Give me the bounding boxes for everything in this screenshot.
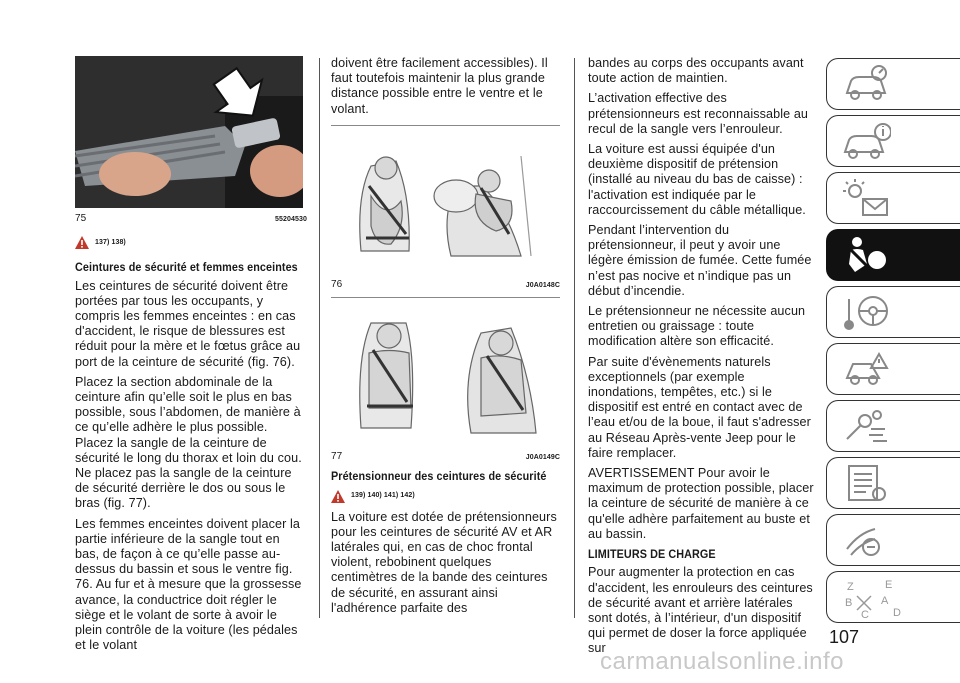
warning-refs-text: 139) 140) 141) 142) — [351, 492, 415, 500]
steering-wheel-icon — [841, 291, 891, 333]
column-divider — [319, 58, 320, 618]
tab-servicing[interactable] — [826, 400, 960, 452]
tab-lights-messages[interactable] — [826, 172, 960, 224]
watermark-text: carmanualsonline.info — [600, 648, 844, 675]
tab-dashboard[interactable] — [826, 58, 960, 110]
tab-technical-data[interactable] — [826, 457, 960, 509]
column-2 — [331, 56, 560, 621]
paragraph: Le prétensionneur ne nécessite aucun entretien ou graissage : toute modification altère son efficacité. — [588, 304, 806, 349]
warning-paragraph: AVERTISSEMENT Pour avoir le maximum de protection possible, placer la ceinture de sécurité de manière à ce qu'elle adhère parfaitement au buste et au bassin. — [588, 466, 814, 541]
car-info-icon — [841, 120, 891, 162]
section-heading-pregnant: Ceintures de sécurité et femmes enceintes — [75, 260, 298, 275]
section-heading-load-limiters: LIMITEURS DE CHARGE — [588, 547, 716, 562]
paragraph: Par suite d'évènements naturels exceptionnels (par exemple inondations, tempêtes, etc.) si le dispositif est entré en contact avec de l’eau et/ou de la boue, il faut s'adresser au Réseau Après-vente Jeep pour le faire remplacer. — [588, 354, 811, 460]
warning-triangle-icon — [75, 236, 89, 249]
tab-safety[interactable] — [826, 229, 960, 281]
index-letter: C — [861, 609, 869, 621]
seatbelt-airbag-icon — [841, 234, 891, 276]
index-letter: A — [881, 595, 889, 607]
multimedia-icon — [841, 519, 891, 561]
figure-number: 76 — [331, 278, 343, 290]
warning-references — [75, 235, 307, 250]
tab-emergency[interactable] — [826, 343, 960, 395]
figure-code: 55204530 — [275, 216, 307, 223]
figure-number: 77 — [331, 451, 343, 463]
warning-refs-text: 137) 138) — [95, 239, 126, 247]
index-letter: B — [845, 597, 853, 609]
paragraph: doivent être facilement accessibles). Il faut toutefois maintenir la plus grande distance possible entre le ventre et le volant. — [331, 56, 548, 116]
figure-code: J0A0149C — [525, 454, 560, 462]
figure-76-caption — [331, 277, 560, 293]
page-number: 107 — [829, 627, 860, 647]
column-divider — [574, 58, 575, 618]
paragraph: La voiture est aussi équipée d'un deuxième dispositif de prétension (installé au niveau du bas de caisse) : l'activation est indiquée par le raccourcissement du câble métallique. — [588, 142, 806, 217]
paragraph: Les ceintures de sécurité doivent être portées par tous les occupants, y compris les femmes enceintes : en cas d'accident, le risque de blessures est réduit pour la mère et le fœtus grâce au port de la ceinture de sécurité (fig. 76). — [75, 278, 301, 369]
tab-multimedia[interactable] — [826, 514, 960, 566]
paragraph: bandes au corps des occupants avant toute action de maintien. — [588, 56, 804, 86]
paragraph: Les femmes enceintes doivent placer la partie inférieure de la sangle tout en bas, de façon à ce qu’elle passe au-dessus du bassin et sous le ventre fig. 76. Au fur et à mesure que la grossesse avance, la conductrice doit régler le siège et le volant de sorte à avoir le plein contrôle de la voiture (les pédales et le volant — [75, 516, 302, 653]
section-heading-pretensioner: Prétensionneur des ceintures de sécurité — [331, 469, 547, 484]
seated-occupants-illustration — [331, 298, 560, 446]
paragraph: Pendant l’intervention du prétensionneur, il peut y avoir une légère émission de fumée. Cette fumée n’est pas nocive et n’indique pas un début d’incendie. — [588, 223, 812, 298]
warning-references — [331, 488, 560, 503]
paragraph: Placez la section abdominale de la ceinture afin qu’elle soit le plus en bas possible, sous l’abdomen, de manière à ce qu’elle adhère le plus possible. Placez la sangle de la ceinture de sécurité le long du thorax et loin du cou. Ne placez pas la sangle de la ceinture de sécurité derrière le dos ou sous le bras (fig. 77). — [75, 374, 302, 511]
tab-index[interactable] — [826, 571, 960, 623]
figure-75-caption — [75, 211, 307, 227]
index-letter: Z — [847, 581, 854, 593]
column-1 — [75, 56, 307, 658]
paragraph: Pour augmenter la protection en cas d'accident, les enrouleurs des ceintures de sécurité avant et arrière latérales sont dotés, à l’intérieur, d'un dispositif qui permet de doser la force appliquée sur — [588, 565, 813, 656]
car-road-icon — [841, 348, 891, 390]
warning-triangle-icon — [331, 490, 345, 503]
index-letter: E — [885, 579, 893, 591]
pregnant-woman-illustration — [331, 126, 560, 274]
figure-code: J0A0148C — [525, 281, 560, 289]
figure-77-caption — [331, 449, 560, 465]
car-dashboard-icon — [841, 63, 891, 105]
index-letters-icon — [841, 576, 901, 622]
seatbelt-buckle-photo — [75, 56, 303, 208]
maintenance-list-icon — [841, 462, 891, 504]
index-letter: D — [893, 607, 901, 619]
paragraph: L’activation effective des prétensionneurs est reconnaissable au recul de la sangle vers l’enrouleur. — [588, 91, 809, 136]
warning-wrench-icon — [841, 405, 891, 447]
tab-car-info[interactable] — [826, 115, 960, 167]
tab-starting-driving[interactable] — [826, 286, 960, 338]
lights-mail-icon — [841, 177, 891, 219]
column-3 — [588, 56, 816, 662]
figure-number: 75 — [75, 213, 87, 224]
paragraph: La voiture est dotée de prétensionneurs pour les ceintures de sécurité AV et AR latérales qui, en cas de choc frontal violent, rebobinent quelques centimètres de la bande des ceintures de sécurité, en assurant ainsi l'adhérence parfaite des — [331, 509, 557, 615]
